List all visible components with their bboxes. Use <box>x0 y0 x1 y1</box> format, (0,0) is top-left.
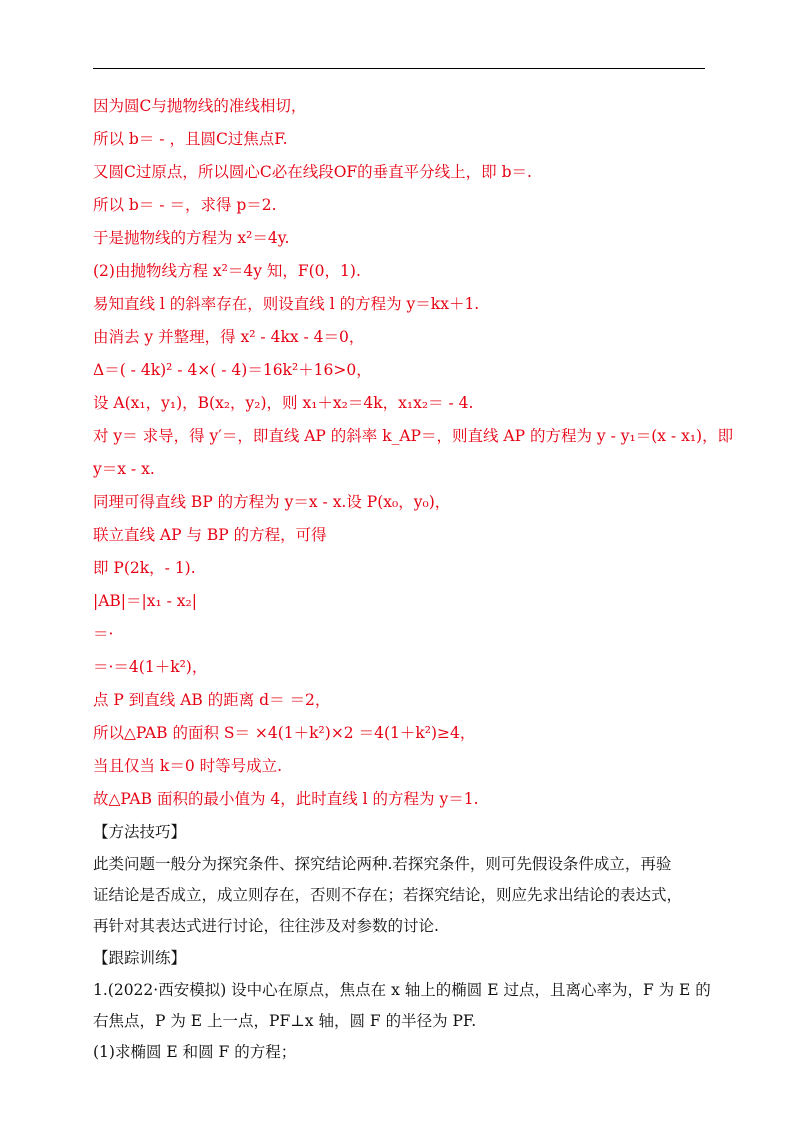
solution-line-11: 对 y＝ 求导，得 y′＝，即直线 AP 的斜率 k_AP＝，则直线 AP 的方程为 y - y₁＝(x - x₁)，即 <box>93 427 734 445</box>
solution-line-12: y＝x - x. <box>93 460 155 478</box>
solution-line-16: |AB|＝|x₁ - x₂| <box>93 592 197 610</box>
solution-line-10: 设 A(x₁，y₁)，B(x₂，y₂)，则 x₁＋x₂＝4k，x₁x₂＝ - 4. <box>93 394 474 412</box>
solution-line-6: (2)由抛物线方程 x²＝4y 知，F(0，1). <box>93 262 361 280</box>
method-line-3: 再针对其表达式进行讨论，往往涉及对参数的讨论. <box>93 917 439 935</box>
solution-line-19: 点 P 到直线 AB 的距离 d＝ ＝2， <box>93 691 331 709</box>
solution-line-14: 联立直线 AP 与 BP 的方程，可得 <box>93 526 327 544</box>
solution-block <box>93 90 734 816</box>
solution-line-9: Δ＝( - 4k)² - 4×( - 4)＝16k²＋16>0， <box>93 361 372 379</box>
solution-line-3: 又圆C过原点，所以圆心C必在线段OF的垂直平分线上，即 b＝. <box>93 163 532 181</box>
method-heading: 【方法技巧】 <box>93 823 187 841</box>
solution-line-2: 所以 b＝ - ，且圆C过焦点F. <box>93 130 288 148</box>
practice-section <box>93 942 718 1068</box>
solution-line-15: 即 P(2k，- 1). <box>93 559 196 577</box>
solution-line-1: 因为圆C与抛物线的准线相切， <box>93 97 307 115</box>
solution-line-7: 易知直线 l 的斜率存在，则设直线 l 的方程为 y＝kx＋1. <box>93 295 480 313</box>
method-section <box>93 816 718 942</box>
solution-line-20: 所以△PAB 的面积 S＝ ×4(1＋k²)×2 ＝4(1＋k²)≥4， <box>93 724 476 742</box>
header-rule <box>93 68 705 69</box>
solution-line-18: ＝·＝4(1＋k²)， <box>93 658 208 676</box>
solution-line-8: 由消去 y 并整理，得 x² - 4kx - 4＝0， <box>93 328 365 346</box>
method-line-2: 证结论是否成立，成立则存在，否则不存在；若探究结论，则应先求出结论的表达式， <box>93 886 683 904</box>
practice-line-1: 1.(2022·西安模拟) 设中心在原点，焦点在 x 轴上的椭圆 E 过点，且离心率为，F 为 E 的 <box>93 981 711 999</box>
solution-line-22: 故△PAB 面积的最小值为 4，此时直线 l 的方程为 y＝1. <box>93 790 479 808</box>
practice-line-2: 右焦点，P 为 E 上一点，PF⊥x 轴，圆 F 的半径为 PF. <box>93 1012 477 1030</box>
content-area <box>93 90 734 1068</box>
solution-line-21: 当且仅当 k＝0 时等号成立. <box>93 757 283 775</box>
practice-line-3: (1)求椭圆 E 和圆 F 的方程； <box>93 1043 297 1061</box>
solution-line-4: 所以 b＝ - ＝，求得 p＝2. <box>93 196 277 214</box>
method-line-1: 此类问题一般分为探究条件、探究结论两种.若探究条件，则可先假设条件成立，再验 <box>93 855 672 873</box>
practice-heading: 【跟踪训练】 <box>93 949 187 967</box>
solution-line-13: 同理可得直线 BP 的方程为 y＝x - x.设 P(x₀，y₀)， <box>93 493 451 511</box>
solution-line-5: 于是抛物线的方程为 x²＝4y. <box>93 229 290 247</box>
solution-line-17: ＝· <box>93 625 114 643</box>
